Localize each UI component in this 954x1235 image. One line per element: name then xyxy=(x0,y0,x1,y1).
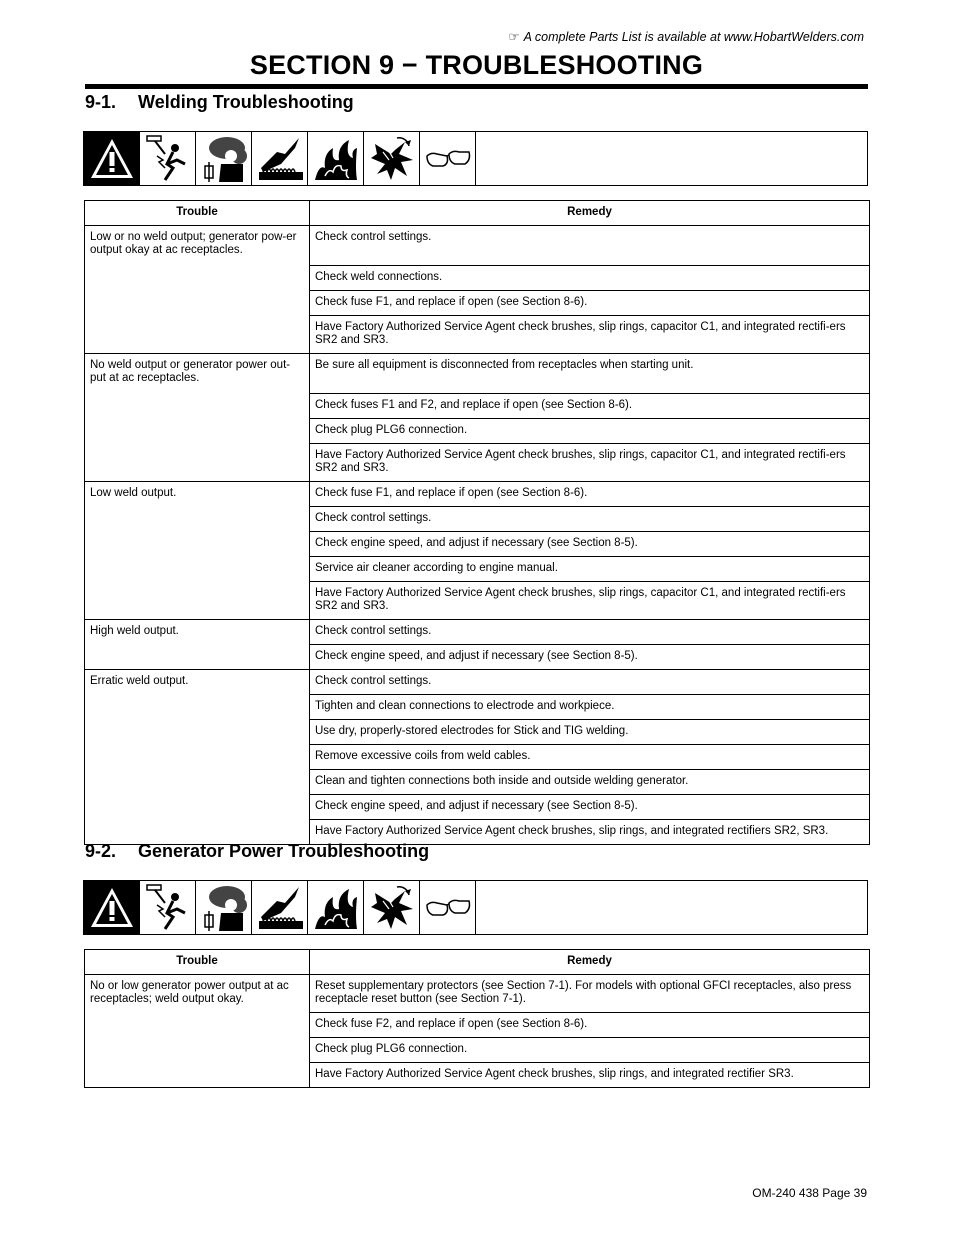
trouble-cell: No or low generator power output at ac receptacles; weld output okay. xyxy=(85,974,310,1087)
remedy-cell: Have Factory Authorized Service Agent check brushes, slip rings, capacitor C1, and integrated rectifi-ers SR2 and SR3. xyxy=(310,315,870,353)
remedy-cell: Check engine speed, and adjust if necessary (see Section 8-5). xyxy=(310,644,870,669)
subsection-number: 9-2. xyxy=(85,841,117,861)
trouble-cell: Erratic weld output. xyxy=(85,669,310,844)
remedy-cell: Check control settings. xyxy=(310,225,870,265)
remedy-cell: Check plug PLG6 connection. xyxy=(310,1037,870,1062)
safety-icons xyxy=(84,881,476,934)
safety-icons xyxy=(84,132,476,185)
trouble-header: Trouble xyxy=(85,201,310,226)
warning-icon xyxy=(84,132,140,185)
safety-glasses-icon xyxy=(420,132,476,185)
section-title: SECTION 9 − TROUBLESHOOTING xyxy=(249,50,704,80)
pointing-hand-icon: ☞ xyxy=(508,30,520,44)
remedy-cell: Check control settings. xyxy=(310,669,870,694)
fumes-icon xyxy=(196,132,252,185)
remedy-cell: Have Factory Authorized Service Agent check brushes, slip rings, capacitor C1, and integrated rectifi-ers SR2 and SR3. xyxy=(310,443,870,481)
remedy-cell: Have Factory Authorized Service Agent check brushes, slip rings, capacitor C1, and integrated rectifi-ers SR2 and SR3. xyxy=(310,581,870,619)
electric-shock-icon xyxy=(140,881,196,934)
remedy-cell: Clean and tighten connections both inside and outside welding generator. xyxy=(310,769,870,794)
subsection-name: Welding Troubleshooting xyxy=(138,92,354,112)
generator-power-troubleshooting-table xyxy=(84,949,870,1088)
fire-icon xyxy=(308,881,364,934)
subsection-number: 9-1. xyxy=(85,92,117,112)
remedy-header: Remedy xyxy=(310,950,870,975)
remedy-cell: Check fuse F1, and replace if open (see Section 8-6). xyxy=(310,481,870,506)
parts-list-note xyxy=(508,29,864,44)
table-row xyxy=(85,619,870,644)
remedy-cell: Check fuse F2, and replace if open (see Section 8-6). xyxy=(310,1012,870,1037)
remedy-cell: Check control settings. xyxy=(310,506,870,531)
remedy-cell: Check weld connections. xyxy=(310,265,870,290)
parts-list-note-text: A complete Parts List is available at www.HobartWelders.com xyxy=(523,30,864,44)
remedy-cell: Check fuses F1 and F2, and replace if open (see Section 8-6). xyxy=(310,393,870,418)
trouble-header: Trouble xyxy=(85,950,310,975)
remedy-cell: Use dry, properly-stored electrodes for Stick and TIG welding. xyxy=(310,719,870,744)
hot-parts-icon xyxy=(252,132,308,185)
title-rule xyxy=(85,84,868,89)
trouble-cell: Low weld output. xyxy=(85,481,310,619)
welding-troubleshooting-table xyxy=(84,200,870,845)
remedy-cell: Check plug PLG6 connection. xyxy=(310,418,870,443)
table-row xyxy=(85,353,870,393)
warning-icon xyxy=(84,881,140,934)
subsection-title-9-2 xyxy=(85,841,429,862)
remedy-cell: Service air cleaner according to engine manual. xyxy=(310,556,870,581)
subsection-title-9-1 xyxy=(85,92,354,113)
remedy-cell: Reset supplementary protectors (see Section 7-1). For models with optional GFCI receptacles, also press receptacle reset button (see Section 7-1). xyxy=(310,974,870,1012)
moving-parts-icon xyxy=(364,132,420,185)
table-row xyxy=(85,669,870,694)
remedy-cell: Check engine speed, and adjust if necessary (see Section 8-5). xyxy=(310,531,870,556)
trouble-cell: No weld output or generator power out-put at ac receptacles. xyxy=(85,353,310,481)
page-footer: OM-240 438 Page 39 xyxy=(752,1186,867,1200)
remedy-cell: Tighten and clean connections to electrode and workpiece. xyxy=(310,694,870,719)
safety-glasses-icon xyxy=(420,881,476,934)
remedy-cell: Check fuse F1, and replace if open (see Section 8-6). xyxy=(310,290,870,315)
safety-icon-strip xyxy=(83,131,868,186)
remedy-cell: Have Factory Authorized Service Agent check brushes, slip rings, and integrated rectifiers SR2, SR3. xyxy=(310,819,870,844)
subsection-name: Generator Power Troubleshooting xyxy=(138,841,430,861)
remedy-cell: Be sure all equipment is disconnected from receptacles when starting unit. xyxy=(310,353,870,393)
hot-parts-icon xyxy=(252,881,308,934)
remedy-header: Remedy xyxy=(310,201,870,226)
table-row xyxy=(85,225,870,265)
fire-icon xyxy=(308,132,364,185)
fumes-icon xyxy=(196,881,252,934)
safety-icon-strip xyxy=(83,880,868,935)
moving-parts-icon xyxy=(364,881,420,934)
remedy-cell: Check control settings. xyxy=(310,619,870,644)
remedy-cell: Check engine speed, and adjust if necessary (see Section 8-5). xyxy=(310,794,870,819)
electric-shock-icon xyxy=(140,132,196,185)
remedy-cell: Remove excessive coils from weld cables. xyxy=(310,744,870,769)
table-row xyxy=(85,974,870,1012)
trouble-cell: Low or no weld output; generator pow-er output okay at ac receptacles. xyxy=(85,225,310,353)
trouble-cell: High weld output. xyxy=(85,619,310,669)
remedy-cell: Have Factory Authorized Service Agent check brushes, slip rings, and integrated rectifier SR3. xyxy=(310,1062,870,1087)
table-row xyxy=(85,481,870,506)
